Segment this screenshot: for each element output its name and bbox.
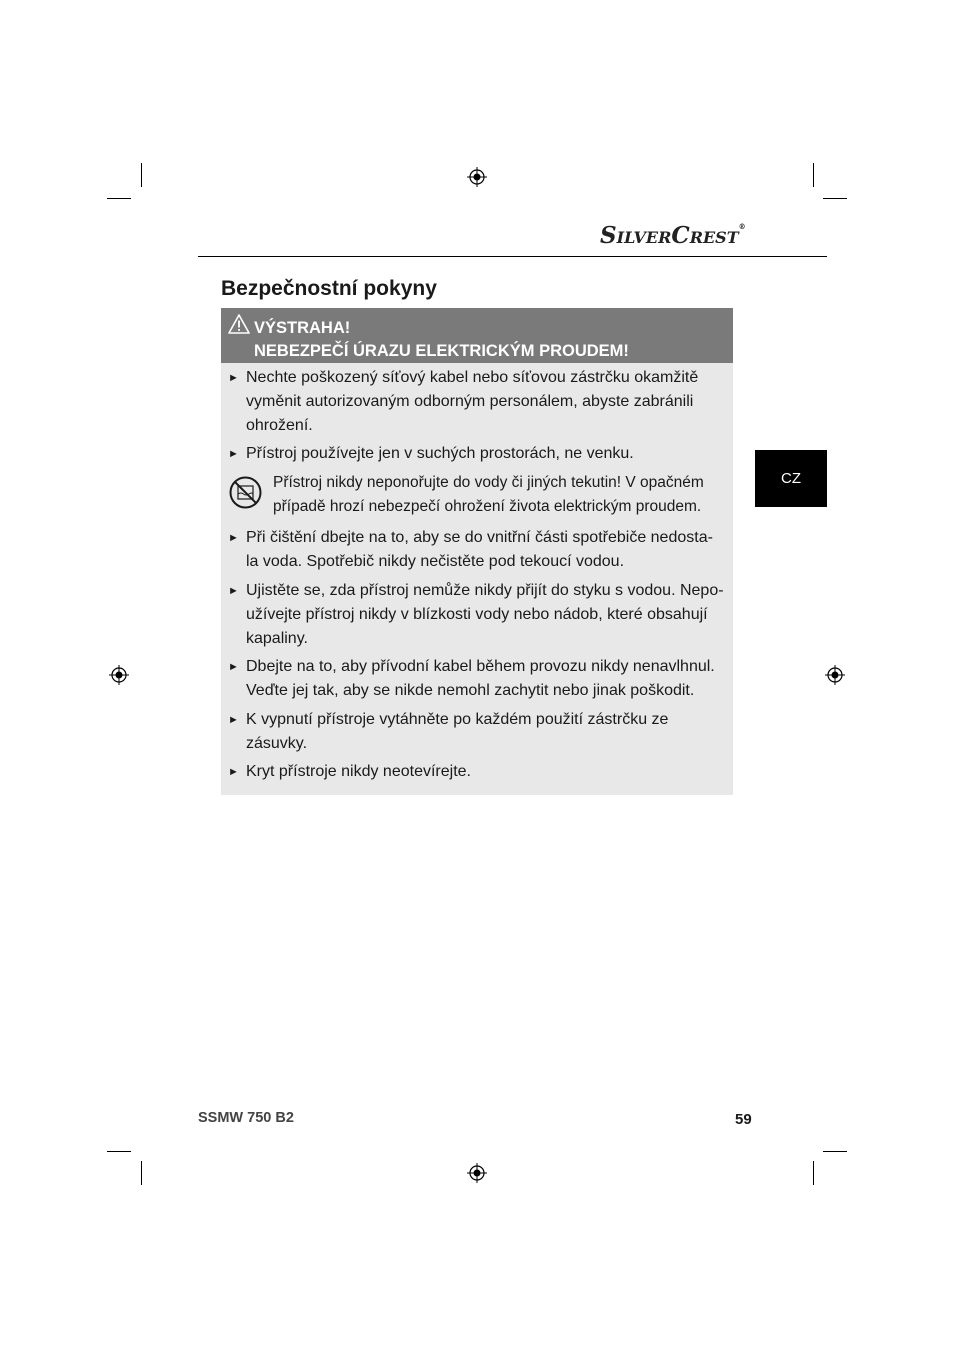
list-item <box>221 526 733 574</box>
warning-title-line2: NEBEZPEČÍ ÚRAZU ELEKTRICKÝM PROUDEM! <box>254 342 629 360</box>
warning-triangle-icon <box>228 314 250 334</box>
no-water-immersion-icon <box>229 476 262 509</box>
registration-mark-icon <box>467 1163 487 1183</box>
crop-mark <box>813 163 814 187</box>
brand-logo: SILVERCREST® <box>600 222 746 249</box>
list-item-text: Dbejte na to, aby přívodní kabel během provozu nikdy nenavlhnul. Veďte jej tak, aby se nikde nemohl zachytit nebo jinak poškodit. <box>246 658 715 699</box>
bullet-arrow-icon: ► <box>228 585 239 597</box>
page-number: 59 <box>735 1111 752 1128</box>
list-item <box>221 366 733 438</box>
crop-mark <box>823 198 847 199</box>
list-item <box>221 760 733 784</box>
footer-model: SSMW 750 B2 <box>198 1110 294 1126</box>
warning-title <box>254 317 629 363</box>
list-item <box>221 579 733 651</box>
crop-mark <box>823 1151 847 1152</box>
list-item-text: Přístroj používejte jen v suchých prostorách, ne venku. <box>246 445 634 462</box>
registration-mark-icon <box>109 665 129 685</box>
note-text: Přístroj nikdy neponořujte do vody či jiných tekutin! V opačném případě hrozí nebezpečí ohrožení života elektrickým proudem. <box>273 474 704 515</box>
crop-mark <box>141 1161 142 1185</box>
bullet-arrow-icon: ► <box>228 661 239 673</box>
bullet-arrow-icon: ► <box>228 532 239 544</box>
list-item-text: Kryt přístroje nikdy neotevírejte. <box>246 763 471 780</box>
bullet-arrow-icon: ► <box>228 766 239 778</box>
warning-header <box>221 308 733 363</box>
crop-mark <box>107 1151 131 1152</box>
bullet-arrow-icon: ► <box>228 372 239 384</box>
header-divider <box>198 256 827 257</box>
list-item <box>221 442 733 466</box>
crop-mark <box>141 163 142 187</box>
registration-mark-icon <box>467 167 487 187</box>
list-item <box>221 708 733 756</box>
crop-mark <box>107 198 131 199</box>
registration-mark-icon <box>825 665 845 685</box>
list-item-text: Ujistěte se, zda přístroj nemůže nikdy přijít do styku s vodou. Nepo- užívejte přístroj nikdy v blízkosti vody nebo nádob, které obsahují kapaliny. <box>246 582 724 647</box>
language-tab: CZ <box>755 450 827 507</box>
crop-mark <box>813 1161 814 1185</box>
list-item-text: K vypnutí přístroje vytáhněte po každém použití zástrčku ze zásuvky. <box>246 711 669 752</box>
list-item-text: Nechte poškozený síťový kabel nebo síťovou zástrčku okamžitě vyměnit autorizovaným odborným personálem, abyste zabránili ohrožení. <box>246 369 699 434</box>
list-item-text: Při čištění dbejte na to, aby se do vnitřní části spotřebiče nedosta- la voda. Spotřebič nikdy nečistěte pod tekoucí vodou. <box>246 529 713 570</box>
warning-title-line1: VÝSTRAHA! <box>254 319 351 337</box>
bullet-arrow-icon: ► <box>228 448 239 460</box>
section-title: Bezpečnostní pokyny <box>221 277 437 300</box>
bullet-arrow-icon: ► <box>228 714 239 726</box>
warning-box <box>221 308 733 795</box>
list-item <box>221 655 733 703</box>
